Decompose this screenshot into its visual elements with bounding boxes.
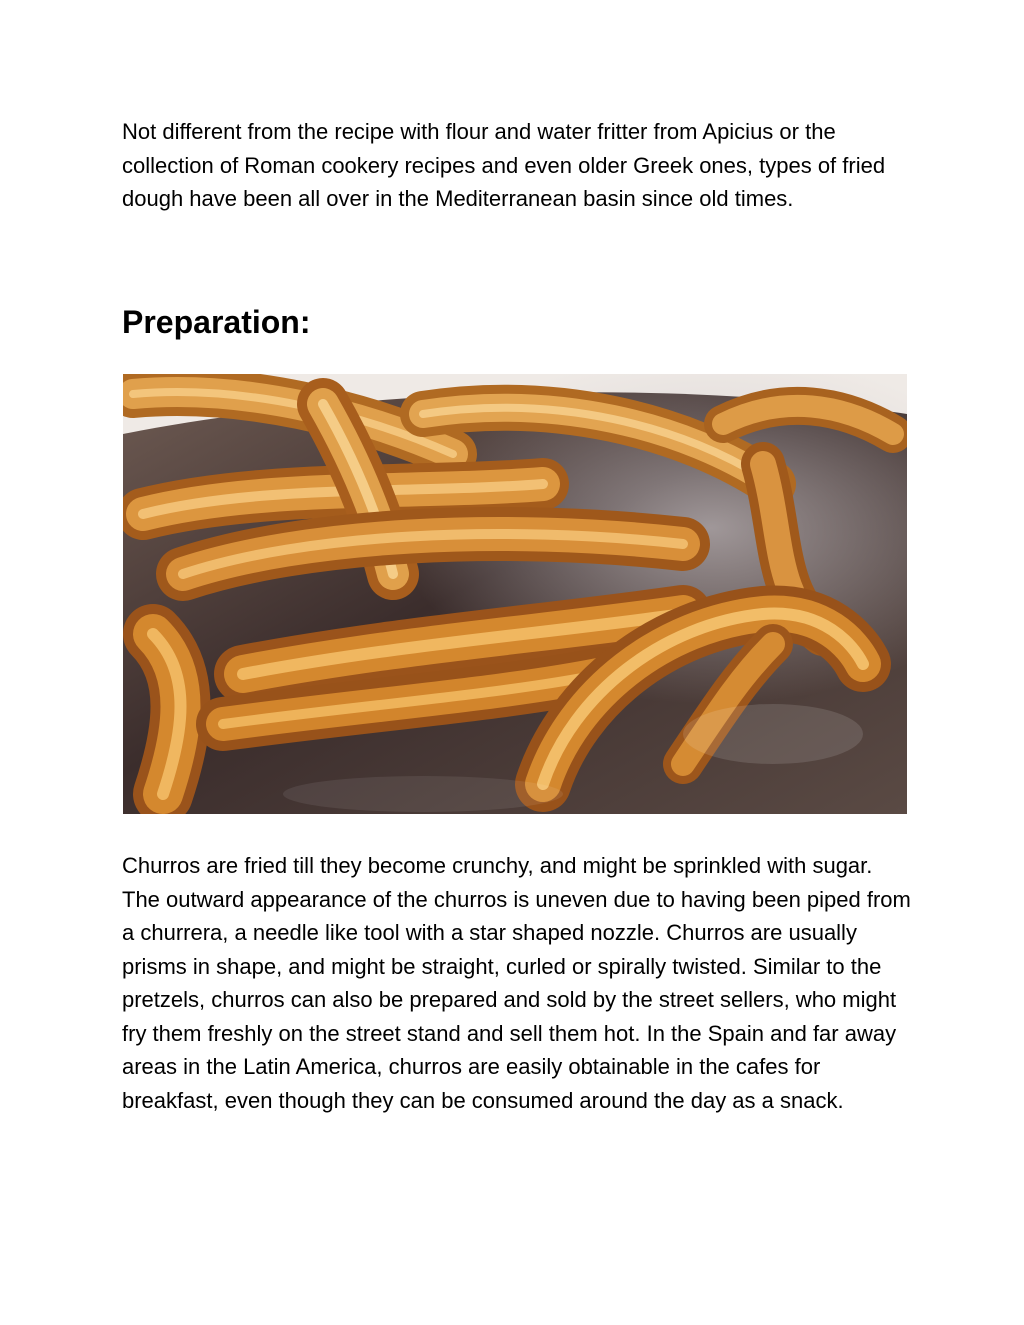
section-heading: Preparation:	[122, 304, 311, 340]
intro-paragraph: Not different from the recipe with flour and water fritter from Apicius or the collection of Roman cookery recipes and even older Greek ones, types of fried dough have been all over in the Mediterranean basin since old times.	[122, 119, 886, 211]
body-paragraph: Churros are fried till they become crunchy, and might be sprinkled with sugar. The outward appearance of the churros is uneven due to having been piped from a churrera, a needle like tool with a star shaped nozzle. Churros are usually prisms in shape, and might be straight, curled or spirally twisted. Similar to the pretzels, churros can also be prepared and sold by the street sellers, who might fry them freshly on the street stand and sell them hot. In the Spain and far away areas in the Latin America, churros are easily obtainable in the cafes for breakfast, even though they can be consumed around the day as a snack.	[122, 853, 911, 1113]
churros-photo	[123, 374, 907, 814]
